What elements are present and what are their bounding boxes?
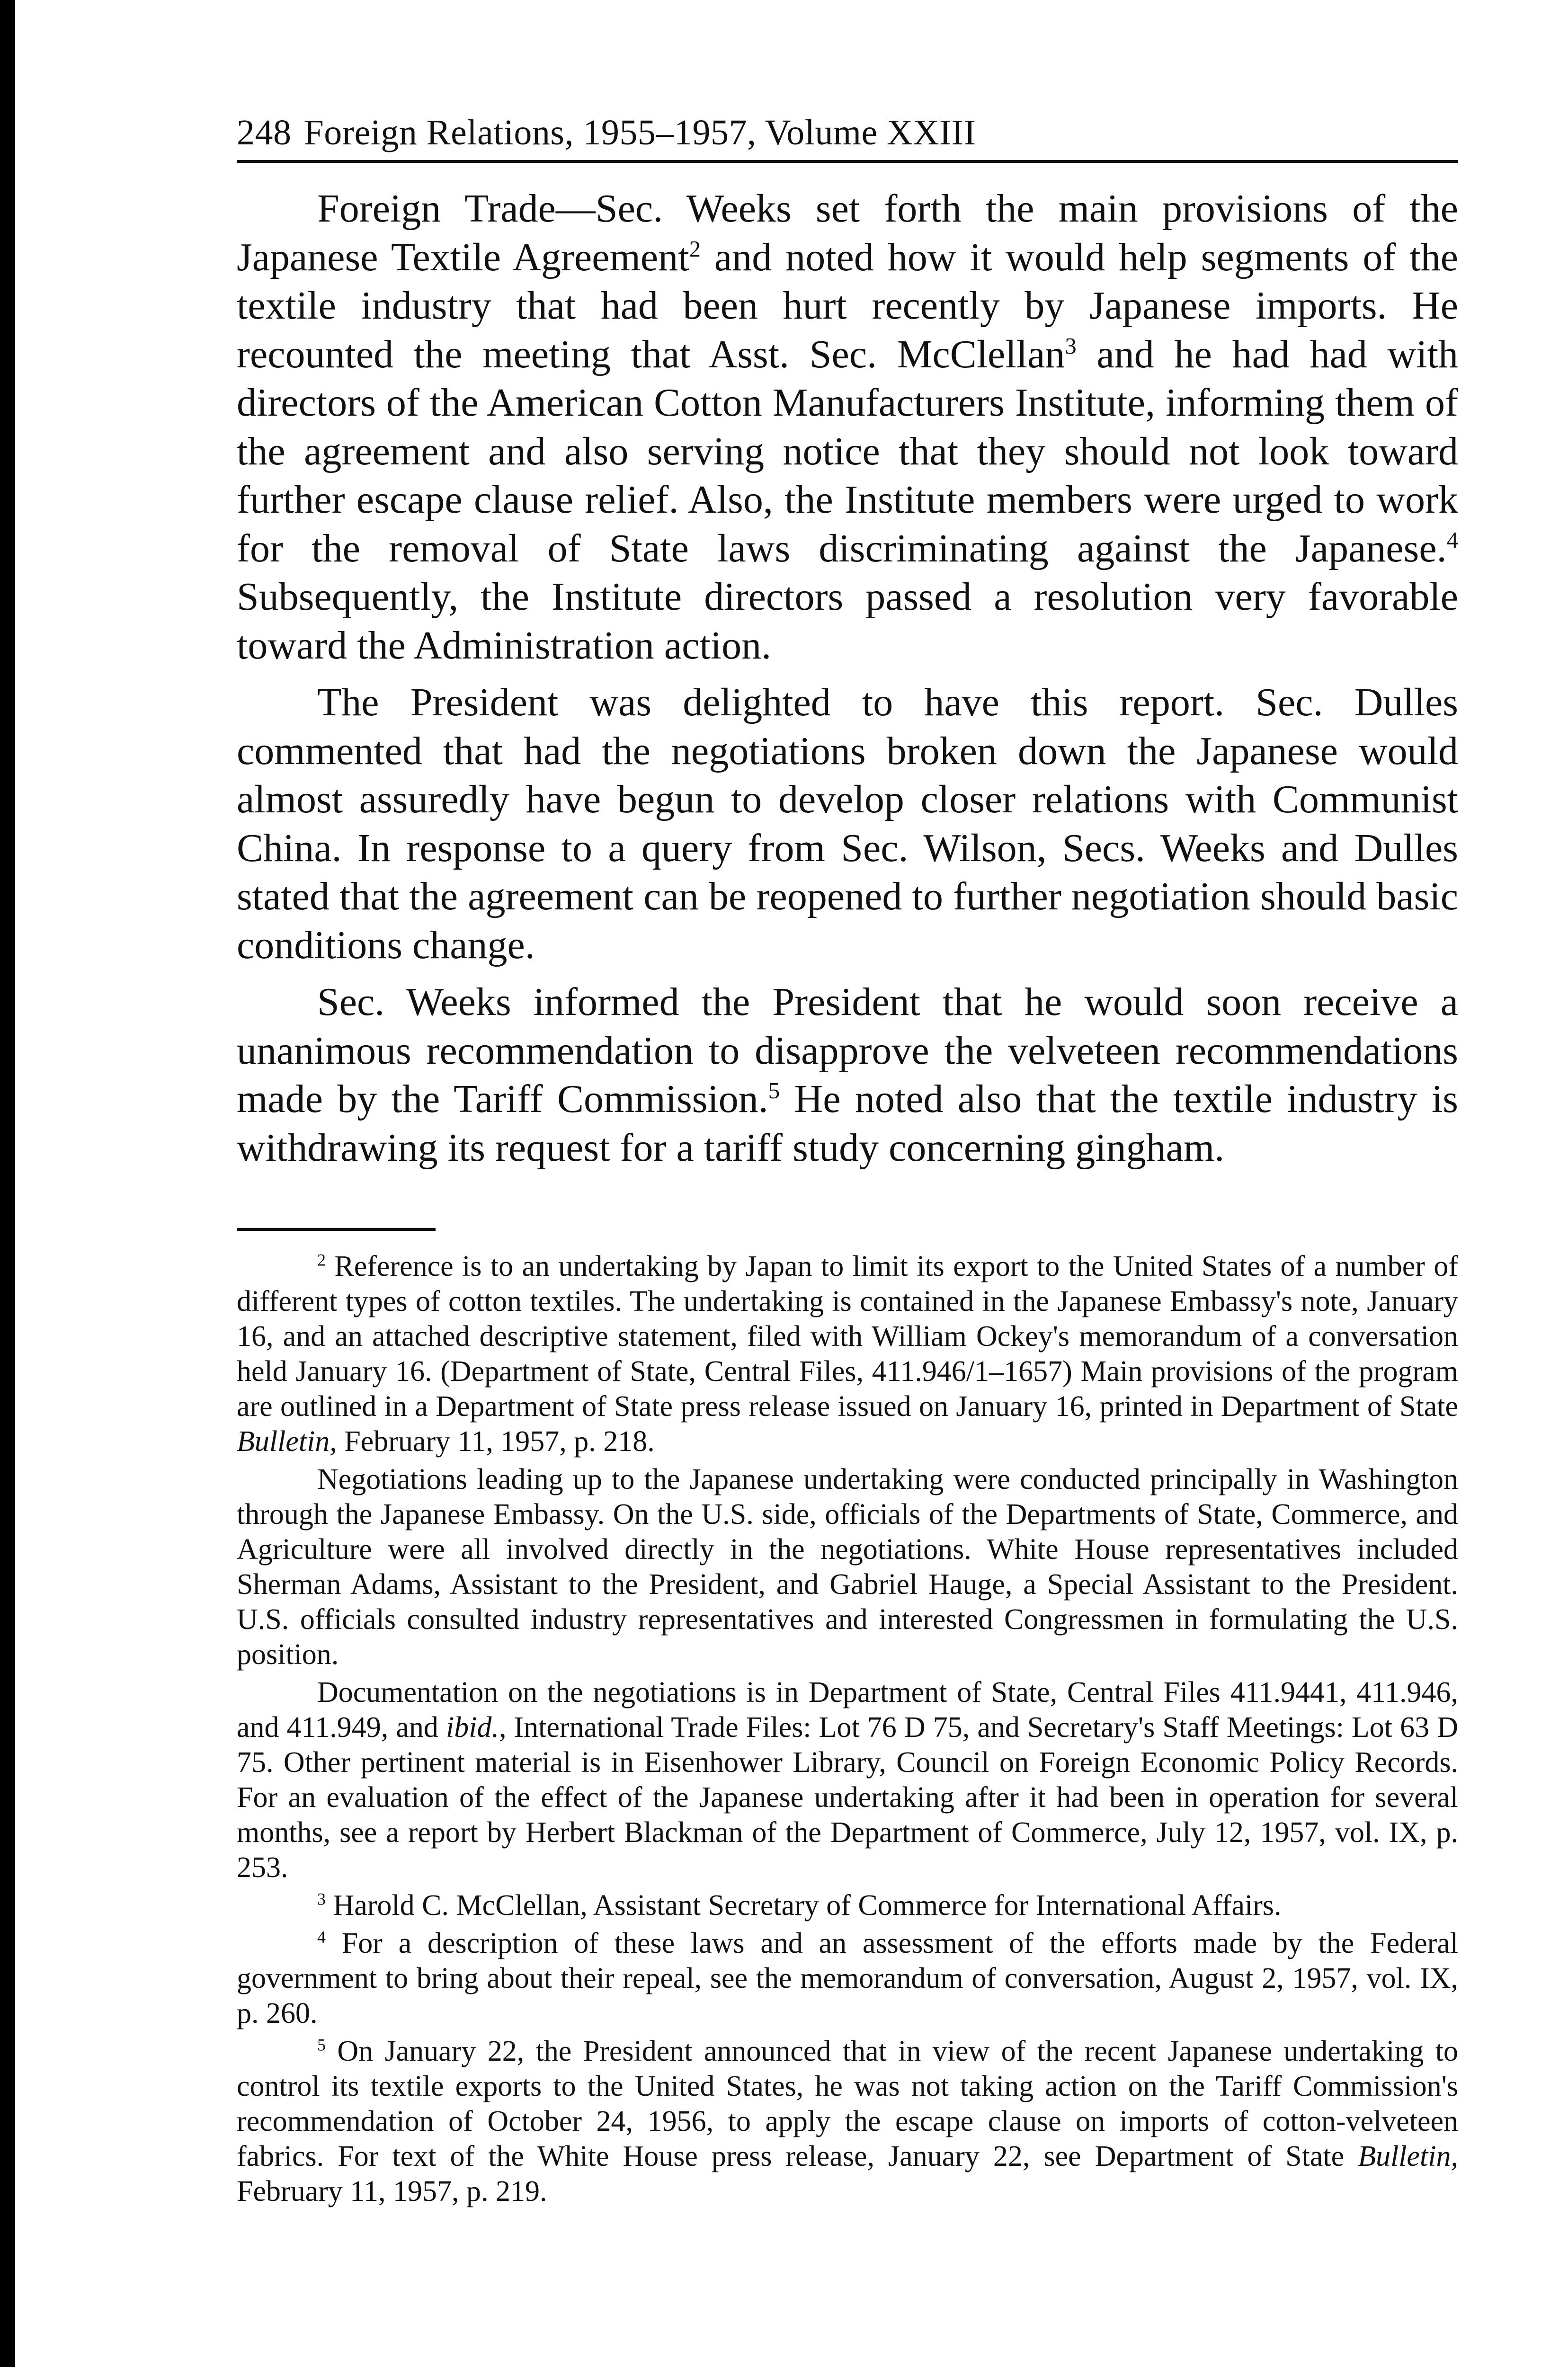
document-page: [237, 109, 1458, 2212]
text-run: February 11, 1957, p. 218.: [337, 1425, 655, 1458]
footnote-2-continued: Negotiations leading up to the Japanese undertaking were conducted principally in Washington through the Japanese Embassy. On the U.S. side, officials of the Departments of State, Commerce, and Agriculture were all involved directly in the negotiations. White House representatives included Sherman Adams, Assistant to the President, and Gabriel Hauge, a Special Assistant to the President. U.S. officials consulted industry representatives and interested Congressmen in formulating the U.S. position.: [237, 1463, 1458, 1671]
footnote-ref: 2: [689, 236, 701, 262]
footnote-5: [237, 2034, 1458, 2209]
paragraph-president-report: The President was delighted to have this report. Sec. Dulles commented that had the negotiations broken down the Japanese would almost assuredly have begun to develop closer relations with Communist China. In response to a query from Sec. Wilson, Secs. Weeks and Dulles stated that the agreement can be reopened to further negotiation should basic conditions change.: [237, 680, 1458, 967]
footnote-number: 5: [317, 2035, 326, 2055]
text-run: and noted how it would help segments of the textile industry that had been hurt recently by Japanese imports. He recounted the meeting that Asst. Sec. McClellan: [237, 235, 1459, 376]
italic-text: ibid.: [446, 1711, 499, 1744]
page-number: 248: [237, 113, 292, 152]
footnote-2-documentation: [237, 1675, 1458, 1885]
text-run: Sec. Weeks informed the President that he would soon receive a unanimous recommendation to disapprove the velveteen recommendations made by the Tariff Commission.: [237, 980, 1458, 1121]
text-run: Foreign Trade—Sec. Weeks set forth the main provisions of the Japanese Textile Agreement: [237, 187, 1458, 279]
footnote-separator: [237, 1228, 436, 1231]
footnote-number: 2: [317, 1250, 326, 1270]
italic-text: Bulletin,: [1358, 2140, 1458, 2172]
text-run: He noted also that the textile industry is withdrawing its request for a tariff study concerning gingham.: [237, 1077, 1459, 1170]
footnote-number: 3: [317, 1889, 326, 1909]
paragraph-foreign-trade: [237, 185, 1458, 670]
running-header: [237, 109, 1458, 161]
footnote-4: [237, 1926, 1458, 2031]
footnote-ref: 5: [768, 1078, 780, 1103]
scan-border: [0, 0, 15, 2367]
footnote-ref: 3: [1065, 333, 1077, 359]
text-run: , International Trade Files: Lot 76 D 75, and Secretary's Staff Meetings: Lot 63 D 75. Other pertinent material is in Eisenhower Library, Council on Foreign Economic Policy Records. For an evaluation of the effect of the Japanese undertaking after it had been in operation for several months, see a report by Herbert Blackman of the Department of Commerce, July 12, 1957, vol. IX, p. 253.: [237, 1711, 1458, 1884]
footnote-2: [237, 1249, 1458, 1459]
text-run: and he had had with directors of the American Cotton Manufacturers Institute, informing them of the agreement and also serving notice that they should not look toward further escape clause relief. Also, the Institute members were urged to work for the removal of State laws discriminating against the Japanese.: [237, 332, 1458, 570]
text-run: Subsequently, the Institute directors passed a resolution very favorable toward the Administration action.: [237, 575, 1458, 667]
text-run: Documentation on the negotiations is in Department of State, Central Files 411.9441, 411.946, and 411.949, and: [237, 1676, 1458, 1744]
footnote-ref: 4: [1446, 527, 1458, 553]
footnote-number: 4: [317, 1927, 326, 1947]
text-run: February 11, 1957, p. 219.: [237, 2175, 547, 2207]
footnotes: [237, 1249, 1458, 2209]
text-run: For a description of these laws and an assessment of the efforts made by the Federal government to bring about their repeal, see the memorandum of conversation, August 2, 1957, vol. IX, p. 260.: [237, 1927, 1458, 2029]
header-rule: [237, 160, 1458, 163]
paragraph-velveteen: [237, 978, 1458, 1172]
italic-text: Bulletin,: [237, 1425, 337, 1458]
body-text: [237, 185, 1458, 1172]
footnote-3: [237, 1888, 1458, 1923]
text-run: Reference is to an undertaking by Japan to limit its export to the United States of a number of different types of cotton textiles. The undertaking is contained in the Japanese Embassy's note, January 16, and an attached descriptive statement, filed with William Ockey's memorandum of a conversation held January 16. (Department of State, Central Files, 411.946/1–1657) Main provisions of the program are outlined in a Department of State press release issued on January 16, printed in Department of State: [237, 1250, 1458, 1423]
text-run: Harold C. McClellan, Assistant Secretary of Commerce for International Affairs.: [325, 1889, 1282, 1922]
header-title: Foreign Relations, 1955–1957, Volume XXIII: [303, 113, 976, 152]
text-run: On January 22, the President announced that in view of the recent Japanese undertaking to control its textile exports to the United States, he was not taking action on the Tariff Commission's recommendation of October 24, 1956, to apply the escape clause on imports of cotton-velveteen fabrics. For text of the White House press release, January 22, see Department of State: [237, 2035, 1458, 2172]
